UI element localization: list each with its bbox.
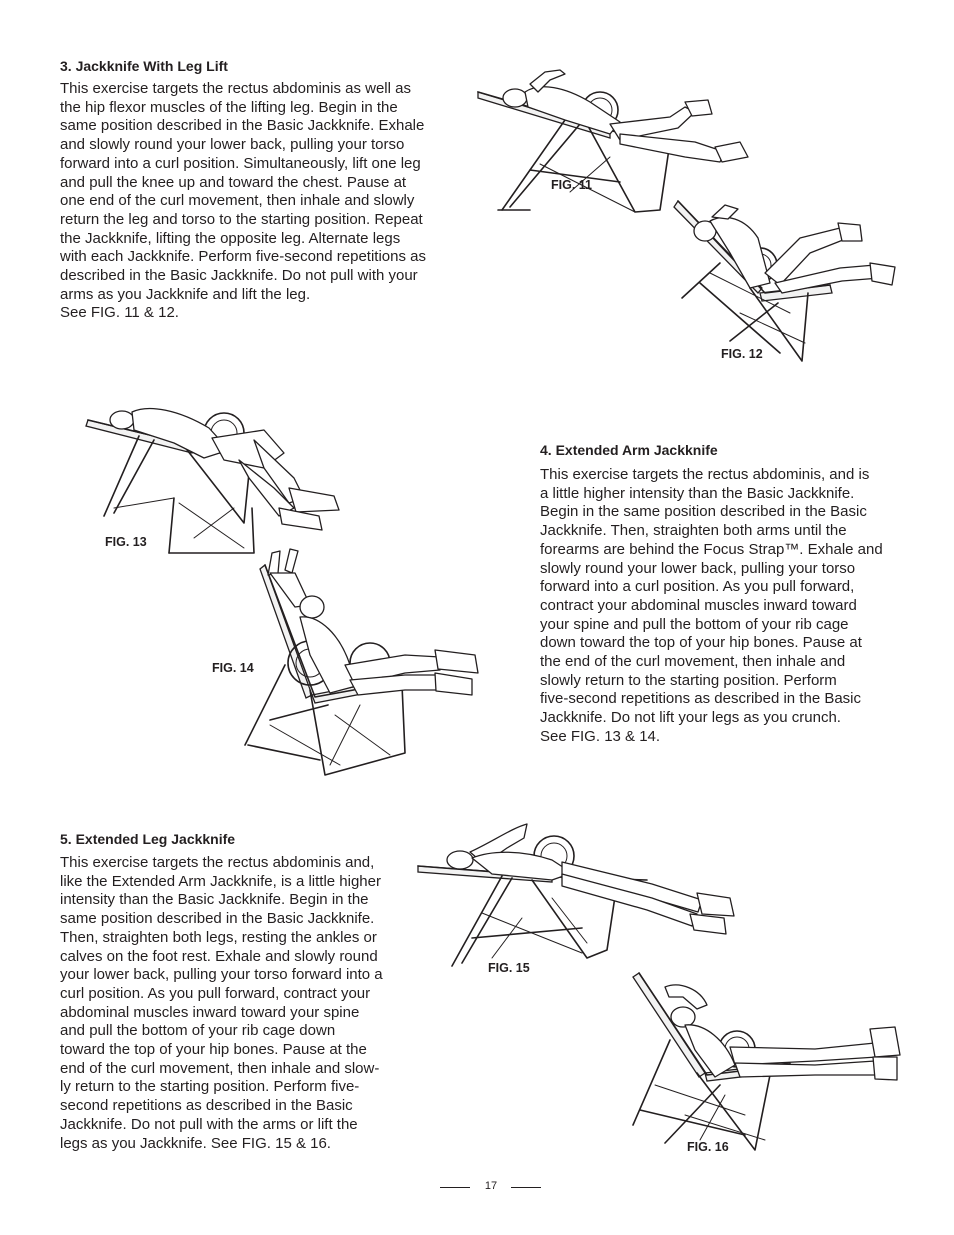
fig-14-label: FIG. 14 (212, 661, 254, 675)
section-5-heading: 5. Extended Leg Jackknife (60, 831, 236, 847)
text-line: same position described in the Basic Jackknife. (60, 910, 375, 928)
text-line: down toward the top of your hip bones. Pause at (540, 634, 862, 652)
text-line: calves on the foot rest. Exhale and slowly round (60, 947, 378, 965)
text-line: and pull the knee up and toward the chest. Pause at (60, 173, 407, 191)
text-line: the Jackknife, lifting the opposite leg. Alternate legs (60, 229, 401, 247)
section-4-heading: 4. Extended Arm Jackknife (540, 442, 718, 458)
text-line: ly return to the starting position. Perform five- (60, 1078, 360, 1096)
text-line: See FIG. 11 & 12. (60, 304, 179, 322)
text-line: This exercise targets the rectus abdominis as well as (60, 80, 411, 97)
fig-15-label: FIG. 15 (488, 961, 530, 975)
text-line: and slowly round your lower back, pulling your torso (60, 136, 405, 154)
section-3-heading: 3. Jackknife With Leg Lift (60, 58, 228, 74)
fig-16-illustration (625, 965, 905, 1155)
text-line: See FIG. 13 & 14. (540, 727, 661, 745)
text-line: abdominal muscles inward toward your spine (60, 1003, 360, 1021)
text-line: your spine and pull the bottom of your rib cage (540, 615, 849, 633)
text-line: arms as you Jackknife and lift the leg. (60, 285, 311, 303)
text-line: slowly round your lower back, pulling your torso (540, 559, 856, 577)
text-line: with each Jackknife. Perform five-second repetitions as (60, 248, 426, 266)
text-line: five-second repetitions as described in the Basic (540, 690, 862, 708)
section-3-body (60, 80, 426, 323)
text-line: and pull the bottom of your rib cage down (60, 1022, 336, 1040)
text-line: Then, straighten both legs, resting the ankles or (60, 928, 377, 946)
section-4-body (540, 466, 883, 747)
text-line: This exercise targets the rectus abdominis and, (60, 854, 375, 871)
text-line: your lower back, pulling your torso forward into a (60, 966, 383, 984)
text-line: Jackknife. Do not lift your legs as you crunch. (540, 709, 841, 727)
text-line: Begin in the same position described in the Basic (540, 503, 867, 521)
fig-13-label: FIG. 13 (105, 535, 147, 549)
footer-rule-right (511, 1187, 541, 1188)
text-line: This exercise targets the rectus abdominis, and is (540, 466, 870, 483)
fig-16-label: FIG. 16 (687, 1140, 729, 1154)
text-line: Jackknife. Then, straighten both arms until the (540, 522, 847, 540)
text-line: the hip flexor muscles of the lifting leg. Begin in the (60, 98, 398, 116)
fig-12-label: FIG. 12 (721, 347, 763, 361)
text-line: Jackknife. Do not pull with the arms or lift the (60, 1115, 358, 1133)
text-line: forearms are behind the Focus Strap™. Exhale and (540, 540, 883, 558)
text-line: the end of the curl movement, then inhale and (540, 653, 846, 671)
text-line: a little higher intensity than the Basic Jackknife. (540, 484, 855, 502)
person-figure (110, 409, 339, 530)
text-line: second repetitions as described in the Basic (60, 1097, 353, 1115)
text-line: forward into a curl position. As you pull forward, (540, 578, 855, 596)
person-figure (447, 824, 734, 934)
text-line: one end of the curl movement, then inhale and slowly (60, 192, 415, 210)
text-line: return the leg and torso to the starting position. Repeat (60, 210, 423, 228)
fig-11-label: FIG. 11 (551, 178, 592, 192)
text-line: end of the curl movement, then inhale and slow- (60, 1059, 380, 1077)
text-line: intensity than the Basic Jackknife. Begin in the (60, 891, 369, 909)
text-line: curl position. As you pull forward, contract your (60, 984, 371, 1002)
text-line: described in the Basic Jackknife. Do not pull with your (60, 267, 418, 285)
section-5-body (60, 854, 383, 1153)
footer-rule-left (440, 1187, 470, 1188)
fig-12-illustration (670, 193, 902, 368)
page-number: 17 (484, 1180, 498, 1192)
fig-15-illustration (412, 818, 747, 973)
text-line: toward the top of your hip bones. Pause at the (60, 1041, 367, 1059)
text-line: same position described in the Basic Jackknife. Exhale (60, 117, 425, 135)
page-footer (0, 1178, 954, 1198)
text-line: slowly return to the starting position. Perform (540, 671, 837, 689)
text-line: contract your abdominal muscles inward toward (540, 596, 857, 614)
fig-14-illustration (240, 545, 485, 790)
text-line: like the Extended Arm Jackknife, is a little higher (60, 872, 381, 890)
text-line: legs as you Jackknife. See FIG. 15 & 16. (60, 1134, 331, 1152)
text-line: forward into a curl position. Simultaneously, lift one leg (60, 154, 421, 172)
